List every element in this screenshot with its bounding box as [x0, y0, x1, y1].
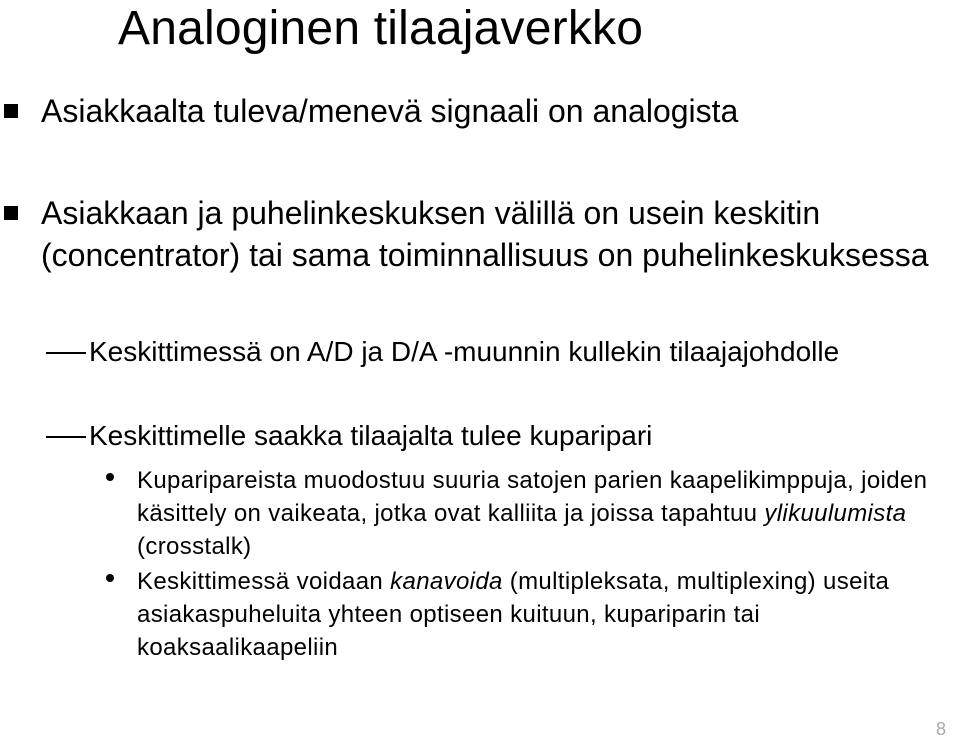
dash-bullet-icon	[46, 436, 86, 438]
dot-bullet-icon	[106, 574, 114, 582]
bullet-item	[0, 90, 940, 132]
text-segment: Keskittimessä voidaan	[137, 568, 391, 595]
text-segment: (crosstalk)	[137, 533, 252, 560]
dash-bullet-icon	[46, 352, 86, 354]
sub-bullet-item	[0, 418, 940, 454]
sub-sub-bullet-item	[0, 565, 940, 664]
sub-bullet-text: Keskittimelle saakka tilaajalta tulee kuparipari	[89, 420, 653, 451]
dot-bullet-icon	[106, 473, 114, 481]
square-bullet-icon	[4, 206, 18, 220]
emphasis-text: kanavoida	[390, 568, 503, 595]
sub-sub-bullet-item	[0, 464, 940, 563]
emphasis-text: ylikuulumista	[764, 500, 907, 527]
bullet-text: Asiakkaan ja puhelinkeskuksen välillä on usein keskitin (concentrator) tai sama toiminnallisuus on puhelinkeskuksessa	[41, 195, 929, 273]
page-number: 8	[935, 719, 946, 739]
bullet-item	[0, 192, 940, 276]
text-segment: (multipleksata, multiplexing) useita asiakaspuheluita yhteen optiseen kuituun, kupariparin tai koaksaalikaapeliin	[137, 568, 890, 661]
square-bullet-icon	[4, 104, 18, 118]
sub-sub-bullet-text	[137, 464, 940, 563]
sub-bullet-item	[0, 334, 940, 370]
slide-title: Analoginen tilaajaverkko	[118, 2, 644, 55]
text-segment: Kuparipareista muodostuu suuria satojen parien kaapelikimppuja, joiden käsittely on vaikeata, jotka ovat kalliita ja joissa tapahtuu	[137, 467, 928, 527]
bullet-text: Asiakkaalta tuleva/menevä signaali on analogista	[41, 93, 739, 129]
sub-sub-bullet-text	[137, 565, 940, 664]
sub-bullet-text: Keskittimessä on A/D ja D/A -muunnin kullekin tilaajajohdolle	[89, 336, 840, 367]
